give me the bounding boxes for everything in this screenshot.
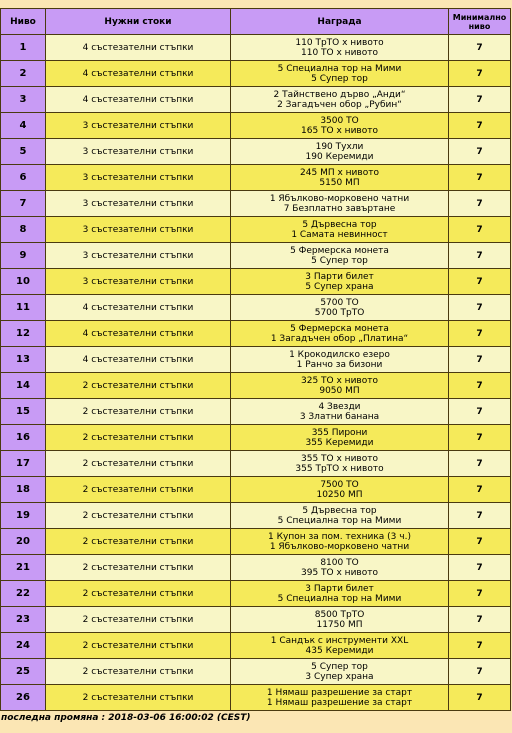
reward-line: 1 Загадъчен обор „Платина“	[270, 333, 409, 344]
reward-cell	[231, 399, 449, 425]
level-cell: 1	[1, 35, 46, 61]
reward-line: 3 Парти билет	[305, 583, 374, 594]
level-cell: 20	[1, 529, 46, 555]
reward-line: 5 Дървесна тор	[302, 219, 377, 230]
reward-line: 3500 ТО	[320, 115, 359, 126]
goods-cell: 2 състезателни стъпки	[46, 555, 231, 581]
min-level-cell: 7	[449, 477, 511, 503]
reward-line: 5 Специална тор на Мими	[277, 515, 402, 526]
min-level-cell: 7	[449, 165, 511, 191]
reward-cell	[231, 659, 449, 685]
goods-cell: 3 състезателни стъпки	[46, 217, 231, 243]
goods-cell: 3 състезателни стъпки	[46, 243, 231, 269]
reward-line: 1 Самата невинност	[291, 229, 388, 240]
reward-line: 9050 МП	[319, 385, 360, 396]
min-level-cell: 7	[449, 607, 511, 633]
reward-line: 190 Керемиди	[305, 151, 374, 162]
reward-cell	[231, 61, 449, 87]
reward-cell	[231, 503, 449, 529]
level-cell: 4	[1, 113, 46, 139]
min-level-cell: 7	[449, 321, 511, 347]
reward-cell	[231, 295, 449, 321]
level-cell: 10	[1, 269, 46, 295]
reward-line: 5 Дървесна тор	[302, 505, 377, 516]
min-level-cell: 7	[449, 113, 511, 139]
level-cell: 14	[1, 373, 46, 399]
header-level: Ниво	[1, 9, 46, 35]
goods-cell: 4 състезателни стъпки	[46, 321, 231, 347]
level-cell: 25	[1, 659, 46, 685]
min-level-cell: 7	[449, 269, 511, 295]
min-level-cell: 7	[449, 399, 511, 425]
level-cell: 24	[1, 633, 46, 659]
min-level-cell: 7	[449, 503, 511, 529]
reward-line: 395 ТО x нивото	[301, 567, 378, 578]
reward-line: 110 ТО x нивото	[301, 47, 378, 58]
reward-line: 4 Звезди	[318, 401, 361, 412]
table-row	[1, 269, 511, 295]
level-cell: 23	[1, 607, 46, 633]
reward-line: 5 Специална тор на Мими	[277, 63, 402, 74]
goods-cell: 2 състезателни стъпки	[46, 633, 231, 659]
table-row	[1, 659, 511, 685]
table-row	[1, 633, 511, 659]
goods-cell: 4 състезателни стъпки	[46, 295, 231, 321]
table-row	[1, 243, 511, 269]
rewards-table	[0, 8, 511, 711]
reward-cell	[231, 243, 449, 269]
reward-line: 11750 МП	[316, 619, 363, 630]
reward-line: 1 Крокодилско езеро	[289, 349, 390, 360]
table-row	[1, 35, 511, 61]
reward-line: 355 ТО x нивото	[301, 453, 378, 464]
goods-cell: 4 състезателни стъпки	[46, 61, 231, 87]
reward-line: 3 Златни банана	[299, 411, 380, 422]
table-header-row	[1, 9, 511, 35]
min-level-cell: 7	[449, 61, 511, 87]
last-modified-note: последна промяна : 2018-03-06 16:00:02 (CEST)	[1, 713, 251, 723]
table-row	[1, 87, 511, 113]
reward-cell	[231, 347, 449, 373]
reward-line: 1 Ябълково-морковено чатни	[269, 193, 410, 204]
goods-cell: 2 състезателни стъпки	[46, 503, 231, 529]
reward-line: 245 МП x нивото	[300, 167, 379, 178]
min-level-cell: 7	[449, 87, 511, 113]
level-cell: 6	[1, 165, 46, 191]
level-cell: 18	[1, 477, 46, 503]
goods-cell: 2 състезателни стъпки	[46, 685, 231, 711]
reward-line: 165 ТО x нивото	[301, 125, 378, 136]
reward-cell	[231, 581, 449, 607]
min-level-cell: 7	[449, 35, 511, 61]
min-level-cell: 7	[449, 139, 511, 165]
min-level-cell: 7	[449, 685, 511, 711]
level-cell: 17	[1, 451, 46, 477]
reward-cell	[231, 633, 449, 659]
table-row	[1, 555, 511, 581]
goods-cell: 2 състезателни стъпки	[46, 529, 231, 555]
level-cell: 12	[1, 321, 46, 347]
reward-line: 7 Безплатно завъртане	[283, 203, 396, 214]
level-cell: 11	[1, 295, 46, 321]
table-row	[1, 139, 511, 165]
table-row	[1, 165, 511, 191]
reward-cell	[231, 529, 449, 555]
goods-cell: 2 състезателни стъпки	[46, 607, 231, 633]
reward-line: 325 ТО x нивото	[301, 375, 378, 386]
level-cell: 22	[1, 581, 46, 607]
table-row	[1, 451, 511, 477]
table-row	[1, 191, 511, 217]
goods-cell: 4 състезателни стъпки	[46, 347, 231, 373]
table-row	[1, 61, 511, 87]
level-cell: 21	[1, 555, 46, 581]
min-level-cell: 7	[449, 529, 511, 555]
reward-line: 10250 МП	[316, 489, 363, 500]
reward-cell	[231, 269, 449, 295]
level-cell: 9	[1, 243, 46, 269]
goods-cell: 3 състезателни стъпки	[46, 139, 231, 165]
reward-line: 435 Керемиди	[305, 645, 374, 656]
min-level-cell: 7	[449, 295, 511, 321]
level-cell: 13	[1, 347, 46, 373]
min-level-cell: 7	[449, 373, 511, 399]
min-level-cell: 7	[449, 581, 511, 607]
goods-cell: 3 състезателни стъпки	[46, 191, 231, 217]
reward-line: 8100 ТО	[320, 557, 359, 568]
goods-cell: 2 състезателни стъпки	[46, 477, 231, 503]
level-cell: 2	[1, 61, 46, 87]
table-row	[1, 581, 511, 607]
reward-cell	[231, 451, 449, 477]
reward-line: 5 Супер тор	[311, 73, 368, 84]
level-cell: 19	[1, 503, 46, 529]
reward-line: 1 Сандък с инструменти XXL	[270, 635, 409, 646]
table-row	[1, 217, 511, 243]
table-row	[1, 685, 511, 711]
reward-cell	[231, 217, 449, 243]
reward-cell	[231, 139, 449, 165]
reward-line: 5 Фермерска монета	[290, 323, 389, 334]
min-level-cell: 7	[449, 243, 511, 269]
reward-line: 5 Супер тор	[311, 255, 368, 266]
reward-cell	[231, 35, 449, 61]
goods-cell: 2 състезателни стъпки	[46, 451, 231, 477]
reward-cell	[231, 555, 449, 581]
table-row	[1, 425, 511, 451]
level-cell: 5	[1, 139, 46, 165]
goods-cell: 2 състезателни стъпки	[46, 659, 231, 685]
reward-line: 3 Парти билет	[305, 271, 374, 282]
reward-cell	[231, 373, 449, 399]
table-row	[1, 477, 511, 503]
level-cell: 26	[1, 685, 46, 711]
reward-line: 1 Нямаш разрешение за старт	[266, 687, 413, 698]
reward-cell	[231, 607, 449, 633]
goods-cell: 2 състезателни стъпки	[46, 425, 231, 451]
table-row	[1, 321, 511, 347]
min-level-cell: 7	[449, 659, 511, 685]
table-row	[1, 529, 511, 555]
min-level-cell: 7	[449, 425, 511, 451]
level-cell: 8	[1, 217, 46, 243]
reward-line: 355 Керемиди	[305, 437, 374, 448]
reward-cell	[231, 113, 449, 139]
level-cell: 3	[1, 87, 46, 113]
reward-line: 1 Нямаш разрешение за старт	[266, 697, 413, 708]
goods-cell: 2 състезателни стъпки	[46, 581, 231, 607]
reward-line: 355 Пирони	[311, 427, 368, 438]
header-min-level: Минимално ниво	[449, 9, 511, 35]
min-level-cell: 7	[449, 191, 511, 217]
min-level-cell: 7	[449, 555, 511, 581]
reward-line: 190 Тухли	[315, 141, 364, 152]
reward-cell	[231, 321, 449, 347]
goods-cell: 4 състезателни стъпки	[46, 87, 231, 113]
min-level-cell: 7	[449, 633, 511, 659]
reward-line: 7500 ТО	[320, 479, 359, 490]
table-row	[1, 113, 511, 139]
level-cell: 16	[1, 425, 46, 451]
table-row	[1, 347, 511, 373]
goods-cell: 3 състезателни стъпки	[46, 269, 231, 295]
level-cell: 15	[1, 399, 46, 425]
reward-line: 355 ТрТО x нивото	[295, 463, 384, 474]
goods-cell: 3 състезателни стъпки	[46, 165, 231, 191]
reward-line: 5 Супер тор	[311, 661, 368, 672]
reward-line: 5 Фермерска монета	[290, 245, 389, 256]
table-row	[1, 399, 511, 425]
table-row	[1, 295, 511, 321]
reward-line: 1 Ябълково-морковено чатни	[269, 541, 410, 552]
reward-cell	[231, 87, 449, 113]
reward-line: 2 Тайнствено дърво „Анди“	[273, 89, 406, 100]
reward-line: 5150 МП	[319, 177, 360, 188]
header-reward: Награда	[231, 9, 449, 35]
level-cell: 7	[1, 191, 46, 217]
table-row	[1, 607, 511, 633]
reward-line: 3 Супер храна	[305, 671, 374, 682]
reward-cell	[231, 425, 449, 451]
header-goods: Нужни стоки	[46, 9, 231, 35]
reward-line: 5700 ТрТО	[314, 307, 365, 318]
table-row	[1, 373, 511, 399]
goods-cell: 2 състезателни стъпки	[46, 399, 231, 425]
reward-cell	[231, 477, 449, 503]
table-row	[1, 503, 511, 529]
min-level-cell: 7	[449, 451, 511, 477]
reward-line: 110 ТрТО x нивото	[295, 37, 384, 48]
reward-line: 5700 ТО	[320, 297, 359, 308]
reward-line: 5 Специална тор на Мими	[277, 593, 402, 604]
goods-cell: 2 състезателни стъпки	[46, 373, 231, 399]
reward-cell	[231, 685, 449, 711]
reward-line: 2 Загадъчен обор „Рубин“	[277, 99, 402, 110]
min-level-cell: 7	[449, 217, 511, 243]
goods-cell: 4 състезателни стъпки	[46, 35, 231, 61]
goods-cell: 3 състезателни стъпки	[46, 113, 231, 139]
reward-line: 1 Ранчо за бизони	[296, 359, 383, 370]
min-level-cell: 7	[449, 347, 511, 373]
reward-line: 8500 ТрТО	[314, 609, 365, 620]
reward-line: 1 Купон за пом. техника (3 ч.)	[268, 531, 411, 542]
reward-cell	[231, 165, 449, 191]
reward-line: 5 Супер храна	[305, 281, 374, 292]
reward-cell	[231, 191, 449, 217]
